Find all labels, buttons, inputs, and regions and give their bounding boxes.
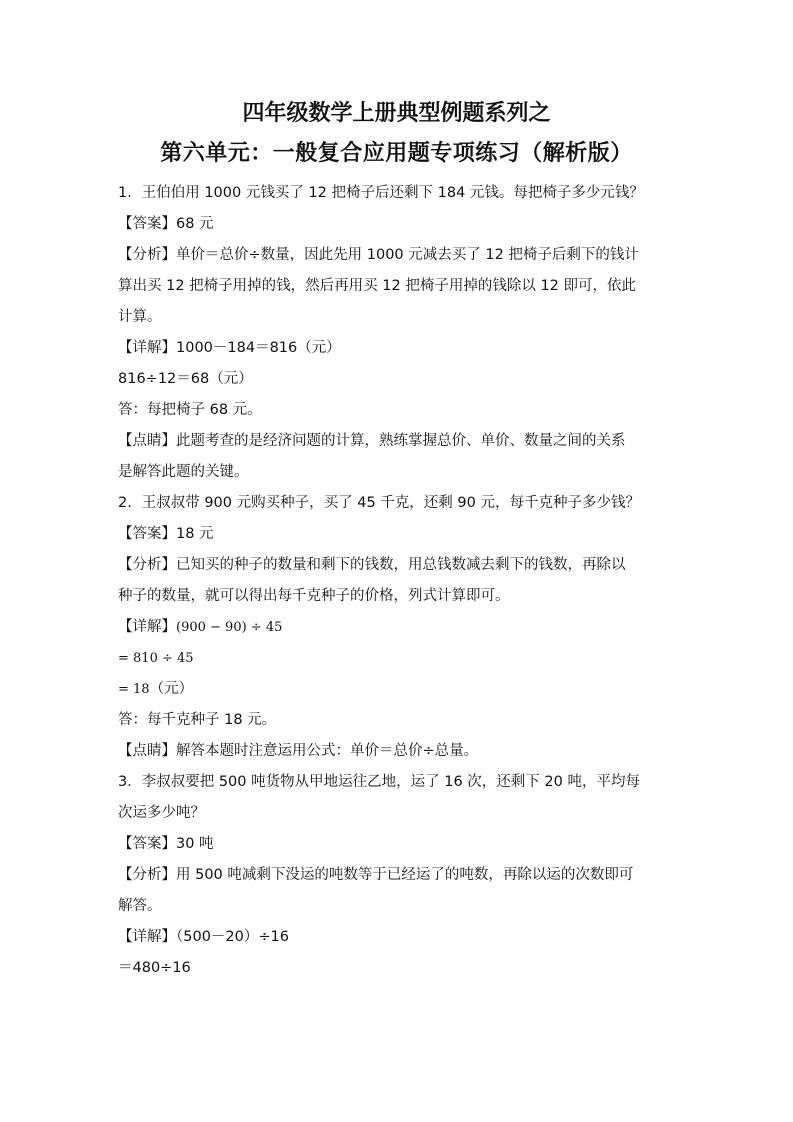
q1-tip-line1: 【点睛】此题考查的是经济问题的计算，熟练掌握总价、单价、数量之间的关系	[118, 433, 626, 449]
question-1-block	[118, 178, 675, 488]
q3-analysis-line2: 解答。	[118, 898, 162, 914]
q3-analysis-line1: 【分析】用 500 吨减剩下没运的吨数等于已经运了的吨数，再除以运的次数即可	[118, 867, 634, 883]
q2-analysis-line2: 种子的数量，就可以得出每千克种子的价格，列式计算即可。	[118, 588, 510, 604]
question-2-block	[118, 488, 675, 767]
q3-answer: 【答案】30 吨	[118, 836, 214, 852]
q1-detail-line1: 【详解】1000－184＝816（元）	[118, 340, 341, 356]
q3-detail-line1: 【详解】（500－20）÷16	[118, 929, 289, 945]
q2-analysis-line1: 【分析】已知买的种子的数量和剩下的钱数，用总钱数减去剩下的钱数，再除以	[118, 557, 626, 573]
q2-detail-label: 【详解】	[118, 619, 176, 635]
document-title-line1: 四年级数学上册典型例题系列之	[242, 101, 551, 126]
q1-answer: 【答案】68 元	[118, 216, 214, 232]
q1-question: 1．王伯伯用 1000 元钱买了 12 把椅子后还剩下 184 元钱。每把椅子多少元钱？	[118, 185, 644, 201]
q2-question: 2．王叔叔带 900 元购买种子，买了 45 千克，还剩 90 元，每千克种子多少钱？	[118, 495, 640, 511]
q3-question-line2: 次运多少吨？	[118, 805, 205, 821]
q1-detail-line2: 816÷12＝68（元）	[118, 371, 253, 387]
q3-question-line1: 3．李叔叔要把 500 吨货物从甲地运往乙地，运了 16 次，还剩下 20 吨，平均每	[118, 774, 640, 790]
q1-tip-line2: 是解答此题的关键。	[118, 464, 249, 480]
q2-detail-math2: = 810 ÷ 45	[118, 651, 194, 666]
q2-detail-unit: （元）	[149, 681, 194, 697]
q2-detail-line1	[118, 612, 675, 643]
q2-detail-answer: 答：每千克种子 18 元。	[118, 712, 277, 728]
q2-answer: 【答案】18 元	[118, 526, 214, 542]
q2-detail-line3	[118, 674, 675, 705]
q1-detail-line3: 答：每把椅子 68 元。	[118, 402, 262, 418]
q1-analysis-line3: 计算。	[118, 309, 162, 325]
question-3-block	[118, 767, 675, 984]
q1-analysis-line1: 【分析】单价＝总价÷数量，因此先用 1000 元减去买了 12 把椅子后剩下的钱计	[118, 247, 639, 263]
q2-detail-math1: (900 − 90) ÷ 45	[176, 620, 283, 635]
q1-analysis-line2: 算出买 12 把椅子用掉的钱，然后再用买 12 把椅子用掉的钱除以 12 即可，依此	[118, 278, 637, 294]
q2-detail-math3: = 18	[118, 682, 150, 697]
q3-detail-line2: ＝480÷16	[118, 960, 191, 976]
q2-tip: 【点睛】解答本题时注意运用公式：单价＝总价÷总量。	[118, 743, 479, 759]
document-title-line2: 第六单元：一般复合应用题专项练习（解析版）	[160, 141, 633, 166]
